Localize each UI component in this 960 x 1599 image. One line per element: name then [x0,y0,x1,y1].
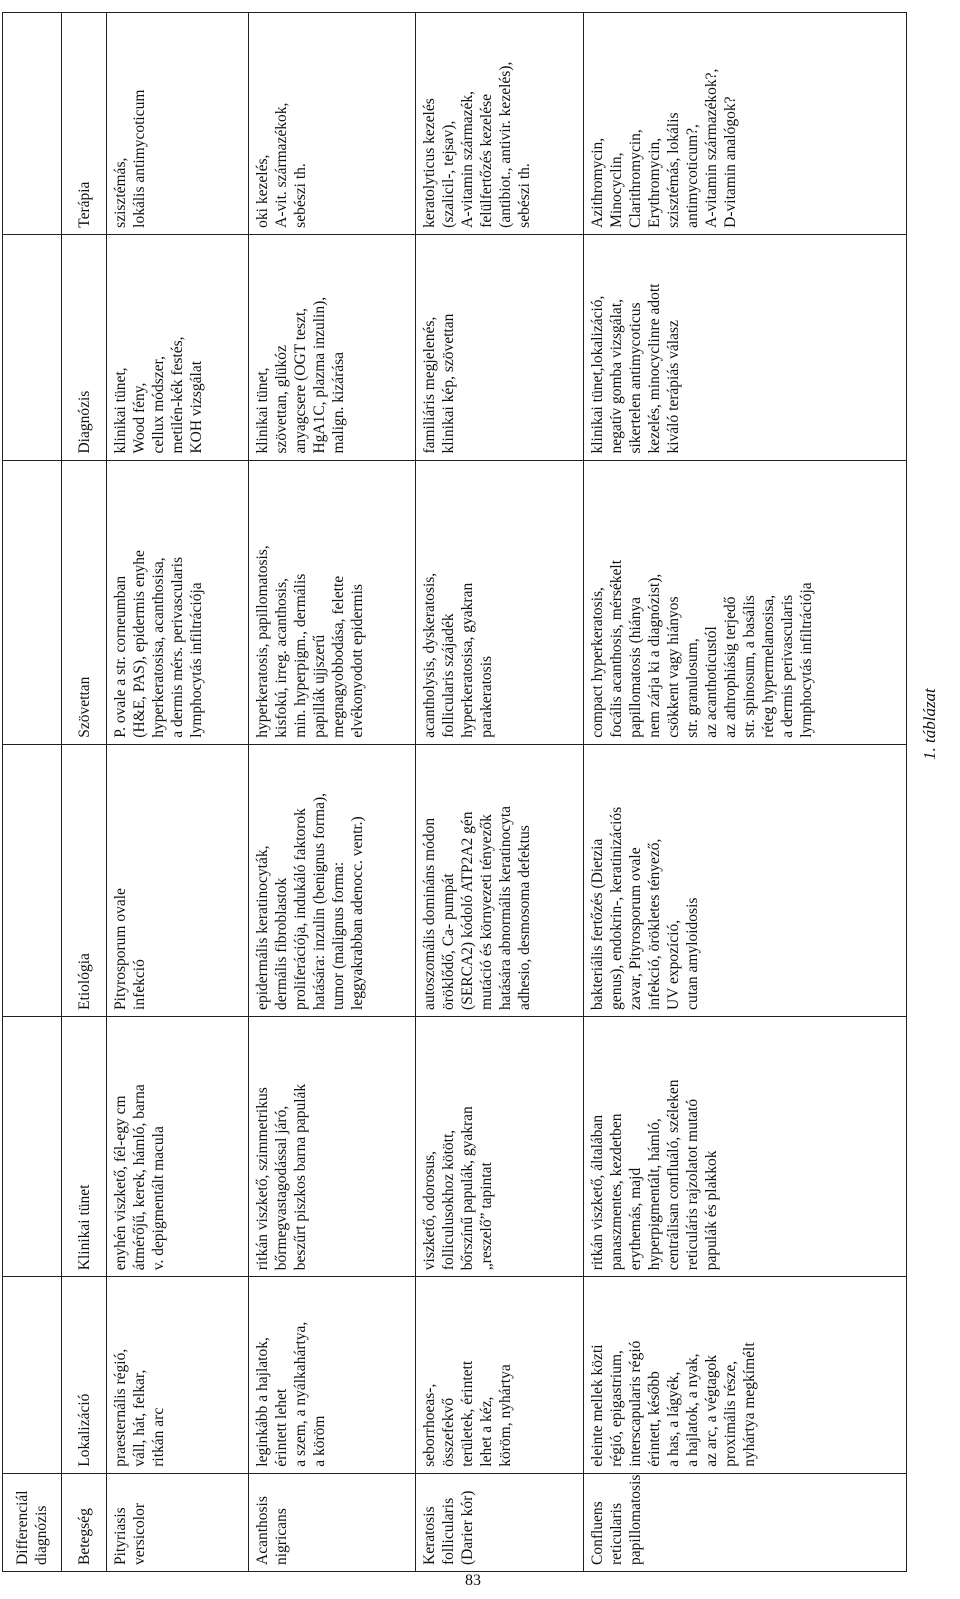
column-header: Szövettan [62,460,107,744]
etiology-text: autoszomális domináns módon öröklődő, Ca- pumpát (SERCA2) kódoló ATP2A2 gén mutáció és környezeti tényezők hatására abnormális keratinocyta adhesio, desmosoma defektus [421,805,534,1010]
table-cell [107,1473,249,1571]
table-cell [583,13,906,235]
table-cell [583,1277,906,1474]
column-header: Etiológia [62,744,107,1016]
table-cell [248,1473,416,1571]
empty-cell [3,460,62,744]
table-title-cell [3,1473,62,1571]
etiology-text: Pityrosporum ovale infekció [112,888,148,1010]
diagnosis-text: klinikai tünet, Wood fény, cellux módszer, metilén-kék festés, KOH vizsgálat [112,336,205,454]
therapy-text: oki kezelés, A-vit. származékok, sebészi th. [253,102,309,228]
table-cell [248,1277,416,1474]
diagnosis-text: klinikai tünet,lokalizáció, negatív gomba vizsgálat, sikertelen antimycoticus kezelés, minocyclinre adott kiváló terápiás válasz [588,283,682,454]
diagnosis-text: klinikai tünet, szövettan, glükóz anyagcsere (OGT teszt, HgA1C, plazma inzulin), malign. kizárása [253,296,347,454]
symptom-text: ritkán viszkető, általában panaszmentes, kezdetben erythemás, majd hyperpigmentált, hámló, centrálisan confluáló, széleken reticuláris rajzolatot mutató papulák és plakkok [588,1079,720,1271]
disease-name: Pityriasis versicolor [112,1503,148,1565]
table-cell [583,460,906,744]
histology-text: acantholysis, dyskeratosis, follicularis szájadék hyperkeratosisa, gyakran parakeratosis [421,572,496,738]
table-cell [416,460,584,744]
table-title: Differenciál diagnózis [14,1490,50,1565]
location-text: seborrhoeas-, összefekvő területek, érintett lehet a kéz, köröm, nyhártya [421,1360,515,1467]
location-text: eleinte mellek közti régió, epigastrium, interscapularis régió érintett, később a has, a lágyék, a hajlatok, a nyak, az arc, a végtagok proximális része, nyhártya megkímélt [588,1340,758,1467]
diagnosis-text: familiáris megjelenés, klinikai kép, szövettan [421,313,458,454]
column-header: Klinikai tünet [62,1016,107,1276]
symptom-text: viszkető, odorosus, folliculusokhoz kötött, bőrszínű papulák, gyakran „reszelő” tapintat [421,1106,496,1271]
column-header: Betegség [62,1473,107,1571]
table-row [107,13,249,1572]
page-number: 83 [465,1572,481,1589]
therapy-text: szisztémás, lokális antimycoticum [112,89,148,228]
etiology-text: bakteriális fertőzés (Dietzia genus), endokrin-, keratinizációs zavar, Pityrosporum ovale infekció, örökletes tényező, UV expozíció, cutan amyloidosis [588,806,701,1010]
histology-text: hyperkeratosis, papillomatosis, kisfokú, irreg. acanthosis, min. hyperpigm., dermális papillák ujjszerű megnagyobbodása, felette elvékonyodott epidermis [253,545,366,738]
column-header: Diagnózis [62,234,107,460]
table-row [583,13,906,1572]
etiology-text: epidermális keratinocyták, dermális fibroblastok proliferációja, indukáló faktorok hatására: inzulin (benignus forma), tumor (malignus forma: leggyakrabban adenocc. ventr.) [253,793,366,1010]
table-cell [248,460,416,744]
column-header: Lokalizáció [62,1277,107,1474]
therapy-text: Azithromycin, Minocyclin, Clarithromycin, Erythromycin, szisztémás, lokális antimycoticum?, A-vitamin származékok?, D-vitamin analógok? [588,68,739,228]
location-text: praesternális régió, váll, hát, felkar, ritkán arc [112,1348,167,1467]
empty-cell [3,744,62,1016]
table-cell [583,1473,906,1571]
symptom-text: enyhén viszkető, fél-egy cm átmérőjű, kerek, hámló, barna v. depigmentált macula [112,1084,167,1271]
symptom-text: ritkán viszkető, szimmetrikus bőrmegvastagodással járó, beszűrt piszkos barna papulák [253,1083,309,1271]
empty-cell [3,13,62,235]
differential-diagnosis-table [2,12,907,1572]
rotated-table-container [2,12,907,1572]
location-text: leginkább a hajlatok, érintett lehet a szem, a nyálkahártya, a köröm [253,1321,328,1467]
table-cell [248,13,416,235]
table-cell [107,13,249,235]
table-cell [583,1016,906,1276]
empty-cell [3,234,62,460]
table-cell [107,1277,249,1474]
disease-name: Keratosis follicularis (Darier kór) [421,1490,477,1565]
column-header: Terápia [62,13,107,235]
table-cell [416,234,584,460]
table-cell [248,744,416,1016]
table-cell [248,234,416,460]
histology-text: compact hyperkeratosis, focális acanthosis, mérsékelt papillomatosis (hiánya nem zárja ki a diagnózist), csökkent vagy hiányos str. granulosum, az acanthoticustól az athrophiásig terjedő str. spinosum, a basális réteg hypermelanosisa, a dermis perivascularis lymphocytás infiltrációja [588,559,815,738]
histology-text: P. ovale a str. corneumban (H&E, PAS), epidermis enyhe hyperkeratosisa, acanthosisa, a dermis mérs. perivascularis lymphocytás infiltrációja [112,550,205,738]
therapy-text: keratolyticus kezelés (szalicil-, tejsav), A-vitamin származék, felülfertőzés kezelése (antibiot., antivir. kezelés), sebészi th. [421,61,534,228]
table-cell [248,1016,416,1276]
table-cell [416,1277,584,1474]
table-cell [416,744,584,1016]
empty-cell [3,1277,62,1474]
table-caption: 1. táblázat [920,688,939,760]
table-cell [416,13,584,235]
table-cell [107,1016,249,1276]
empty-cell [3,1016,62,1276]
table-cell [416,1016,584,1276]
disease-name: Confluens reticularis papillomatosis [588,1474,644,1565]
table-cell [583,234,906,460]
table-cell [107,460,249,744]
table-cell [107,234,249,460]
table-cell [107,744,249,1016]
table-cell [583,744,906,1016]
table-row [416,13,584,1572]
table-cell [416,1473,584,1571]
table-row [248,13,416,1572]
disease-name: Acanthosis nigricans [253,1496,290,1565]
